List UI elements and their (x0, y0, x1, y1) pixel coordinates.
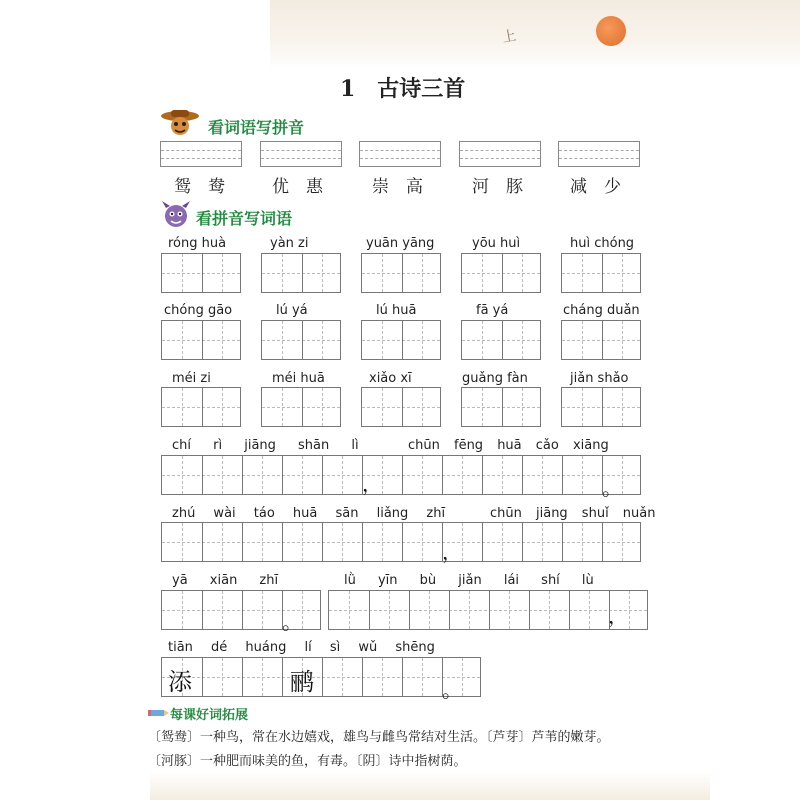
pinyin-box-1[interactable] (160, 141, 242, 167)
prefilled-char-1: 添 (168, 668, 192, 696)
sun-icon (596, 16, 626, 46)
pinyin-r1-4: yōu huì (472, 236, 521, 251)
poem-grid-line1[interactable] (161, 455, 641, 495)
word-grid-r1-2[interactable] (261, 253, 341, 293)
page-title: 1 古诗三首 (340, 76, 466, 102)
word-grid-r2-2[interactable] (261, 320, 341, 360)
poem-line3-right-pinyin: lǜ yīn bù jiǎn lái shí lù (344, 573, 594, 588)
word-grid-r1-3[interactable] (361, 253, 441, 293)
poem-line1-right-pinyin: chūn fēng huā cǎo xiāng (408, 438, 609, 453)
prefilled-char-2: 鹂 (290, 668, 314, 696)
word-grid-r2-1[interactable] (161, 320, 241, 360)
pinyin-r1-2: yàn zi (270, 236, 309, 251)
word-grid-r2-3[interactable] (361, 320, 441, 360)
pinyin-box-3[interactable] (359, 141, 441, 167)
poem-grid-line3-right[interactable] (328, 590, 648, 630)
pinyin-r2-1: chóng gāo (164, 303, 233, 318)
pinyin-r3-1: méi zi (172, 371, 211, 386)
glossary-title: 每课好词拓展 (170, 708, 249, 723)
pinyin-r1-5: huì chóng (570, 236, 635, 251)
word-grid-r3-2[interactable] (261, 387, 341, 427)
glossary-line-2: 〔河豚〕一种肥而味美的鱼，有毒。〔阴〕诗中指树荫。 (148, 754, 467, 769)
poem-line2-right-pinyin: chūn jiāng shuǐ nuǎn (490, 506, 656, 521)
punct-line1-right: 。 (602, 476, 622, 500)
pinyin-r2-5: cháng duǎn (563, 303, 640, 318)
section1-title: 看词语写拼音 (208, 118, 305, 137)
pinyin-box-2[interactable] (260, 141, 342, 167)
punct-line3-right: ， (608, 604, 628, 628)
pinyin-box-5[interactable] (558, 141, 640, 167)
poem-grid-line2[interactable] (161, 522, 641, 562)
pencil-icon (148, 707, 170, 719)
word-grid-r1-1[interactable] (161, 253, 241, 293)
poem-line4-pinyin: tiān dé huáng lí sì wǔ shēng (168, 640, 435, 655)
word-grid-r3-5[interactable] (561, 387, 641, 427)
pinyin-r1-1: róng huà (168, 236, 227, 251)
glossary-line-1: 〔鸳鸯〕一种鸟，常在水边嬉戏，雄鸟与雌鸟常结对生活。〔芦芽〕芦苇的嫩芽。 (148, 730, 610, 745)
pinyin-r2-4: fā yá (476, 303, 509, 318)
header-decoration (270, 0, 800, 70)
punct-line1-left: ， (362, 472, 382, 496)
poem-line2-left-pinyin: zhú wài táo huā sān liǎng zhī (172, 506, 446, 521)
cowboy-mascot-icon (160, 108, 200, 138)
pinyin-r3-2: méi huā (272, 371, 325, 386)
word-grid-r3-3[interactable] (361, 387, 441, 427)
word-1: 鸳 鸯 (174, 177, 225, 197)
punct-line2-left: ， (442, 540, 462, 564)
punct-line4: 。 (442, 678, 462, 702)
footer-decoration (150, 772, 710, 800)
word-2: 优 惠 (272, 177, 323, 197)
horned-mascot-icon (160, 200, 192, 230)
section2-title: 看拼音写词语 (196, 209, 293, 228)
pinyin-box-4[interactable] (459, 141, 541, 167)
word-grid-r2-4[interactable] (461, 320, 541, 360)
header-text: 上 (500, 27, 518, 47)
word-grid-r2-5[interactable] (561, 320, 641, 360)
punct-line3-left: 。 (282, 610, 302, 634)
word-grid-r3-1[interactable] (161, 387, 241, 427)
word-grid-r3-4[interactable] (461, 387, 541, 427)
poem-line3-left-pinyin: yā xiān zhī (172, 573, 279, 588)
pinyin-r3-5: jiǎn shǎo (570, 371, 629, 386)
word-5: 减 少 (570, 177, 621, 197)
word-grid-r1-4[interactable] (461, 253, 541, 293)
word-4: 河 豚 (472, 177, 523, 197)
pinyin-r3-4: guǎng fàn (462, 371, 528, 386)
poem-line1-left-pinyin: chí rì jiāng shān lì (172, 438, 359, 453)
poem-grid-line4[interactable] (161, 657, 481, 697)
pinyin-r2-3: lú huā (376, 303, 417, 318)
pinyin-r3-3: xiǎo xī (369, 371, 412, 386)
pinyin-r2-2: lú yá (276, 303, 308, 318)
pinyin-r1-3: yuān yāng (366, 236, 435, 251)
word-3: 崇 高 (372, 177, 423, 197)
word-grid-r1-5[interactable] (561, 253, 641, 293)
